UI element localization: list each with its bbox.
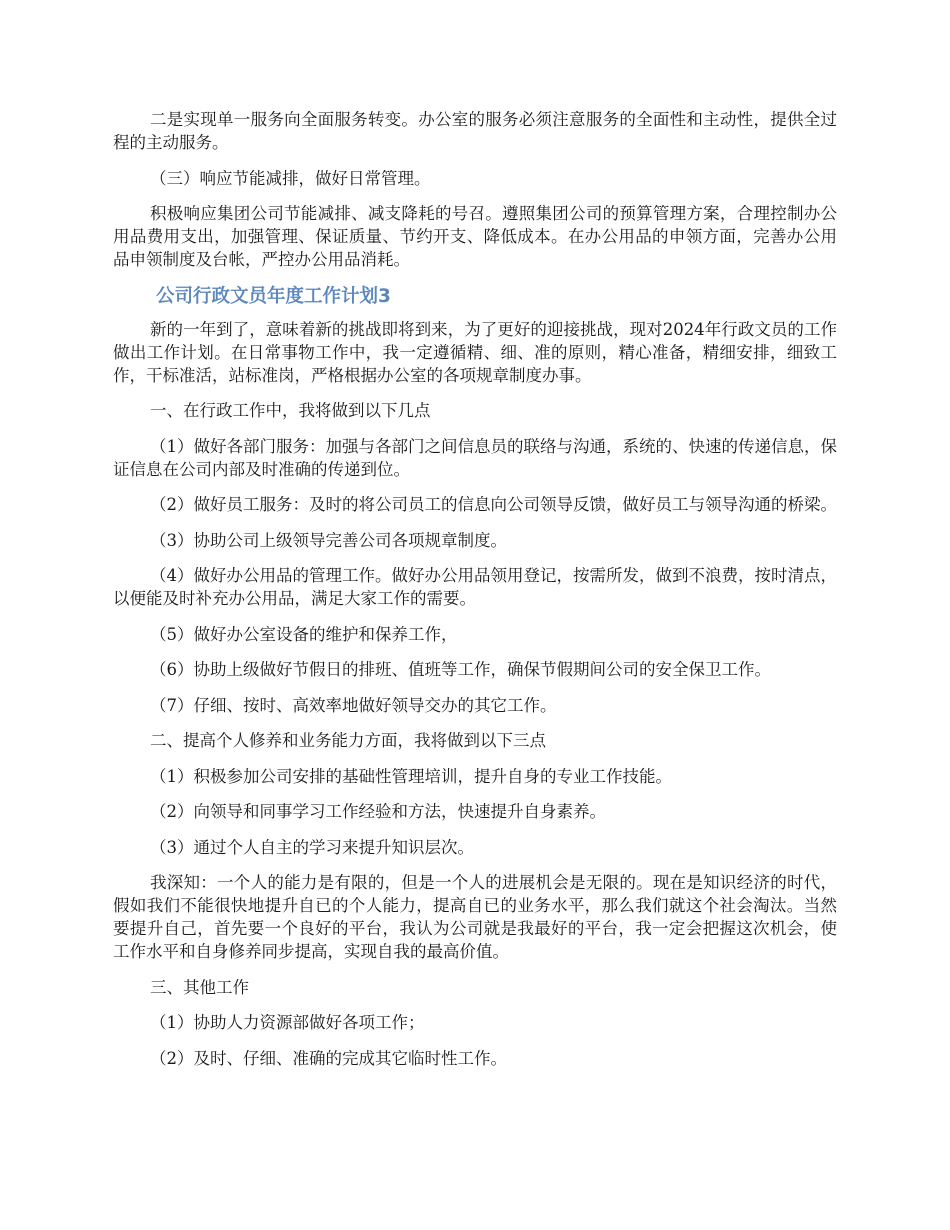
list-item-self-study: （3）通过个人自主的学习来提升知识层次。 — [150, 837, 474, 857]
list-item-holiday-duty: （6）协助上级做好节假日的排班、值班等工作，确保节假期间公司的安全保卫工作。 — [150, 660, 771, 679]
paragraph-energy-saving: 积极响应集团公司节能减排、减支降耗的号召。遵照集团公司的预算管理方案，合理控制办公用品费用支出，加强管理、保证质量、节约开支、降低成本。在办公用品的申领方面，完善办公用品申领制度及台帐，严控办公用品消耗。 — [113, 204, 837, 269]
paragraph-other-work: 三、其他工作 — [150, 977, 249, 997]
list-item-learn-colleagues: （2）向领导和同事学习工作经验和方法，快速提升自身素养。 — [150, 802, 606, 821]
list-item-regulations: （3）协助公司上级领导完善公司各项规章制度。 — [150, 530, 507, 550]
paragraph-subheading-energy: （三）响应节能减排，做好日常管理。 — [150, 168, 431, 188]
document-page — [113, 108, 837, 1082]
paragraph-intro: 新的一年到了，意味着新的挑战即将到来，为了更好的迎接挑战，现对2024年行政文员的工作做出工作计划。在日常事物工作中，我一定遵循精、细、准的原则，精心准备，精细安排，细致工作，干标准活，站标准岗，严格根据办公室的各项规章制度办事。 — [113, 319, 837, 385]
list-item-other-tasks: （7）仔细、按时、高效率地做好领导交办的其它工作。 — [150, 695, 557, 715]
list-item-hr-support: （1）协助人力资源部做好各项工作； — [150, 1013, 425, 1032]
paragraph-service-shift: 二是实现单一服务向全面服务转变。办公室的服务必须注意服务的全面性和主动性，提供全过程的主动服务。 — [113, 110, 837, 152]
paragraph-reflection: 我深知：一个人的能力是有限的，但是一个人的进展机会是无限的。现在是知识经济的时代，假如我们不能很快地提升自已的个人能力，提高自已的业务水平，那么我们就这个社会淘汰。当然要提升自己，首先要一个良好的平台，我认为公司就是我最好的平台，我一定会把握这次机会，使工作水平和自身修养同步提高，实现自我的最高价值。 — [113, 873, 837, 961]
list-item-equipment: （5）做好办公室设备的维护和保养工作， — [150, 624, 458, 644]
paragraph-personal-growth: 二、提高个人修养和业务能力方面，我将做到以下三点 — [150, 731, 546, 750]
list-item-dept-service: （1）做好各部门服务：加强与各部门之间信息员的联络与沟通，系统的、快速的传递信息，保证信息在公司内部及时准确的传递到位。 — [113, 436, 837, 479]
list-item-training: （1）积极参加公司安排的基础性管理培训，提升自身的专业工作技能。 — [150, 766, 672, 786]
list-item-staff-service: （2）做好员工服务：及时的将公司员工的信息向公司领导反馈，做好员工与领导沟通的桥梁。 — [150, 495, 837, 514]
list-item-temp-work: （2）及时、仔细、准确的完成其它临时性工作。 — [150, 1048, 507, 1068]
paragraph-admin-points: 一、在行政工作中，我将做到以下几点 — [150, 401, 431, 420]
section-heading: 公司行政文员年度工作计划3 — [156, 285, 391, 307]
list-item-office-supplies: （4）做好办公用品的管理工作。做好办公用品领用登记，按需所发，做到不浪费，按时清点，以便能及时补充办公用品，满足大家工作的需要。 — [113, 566, 837, 608]
